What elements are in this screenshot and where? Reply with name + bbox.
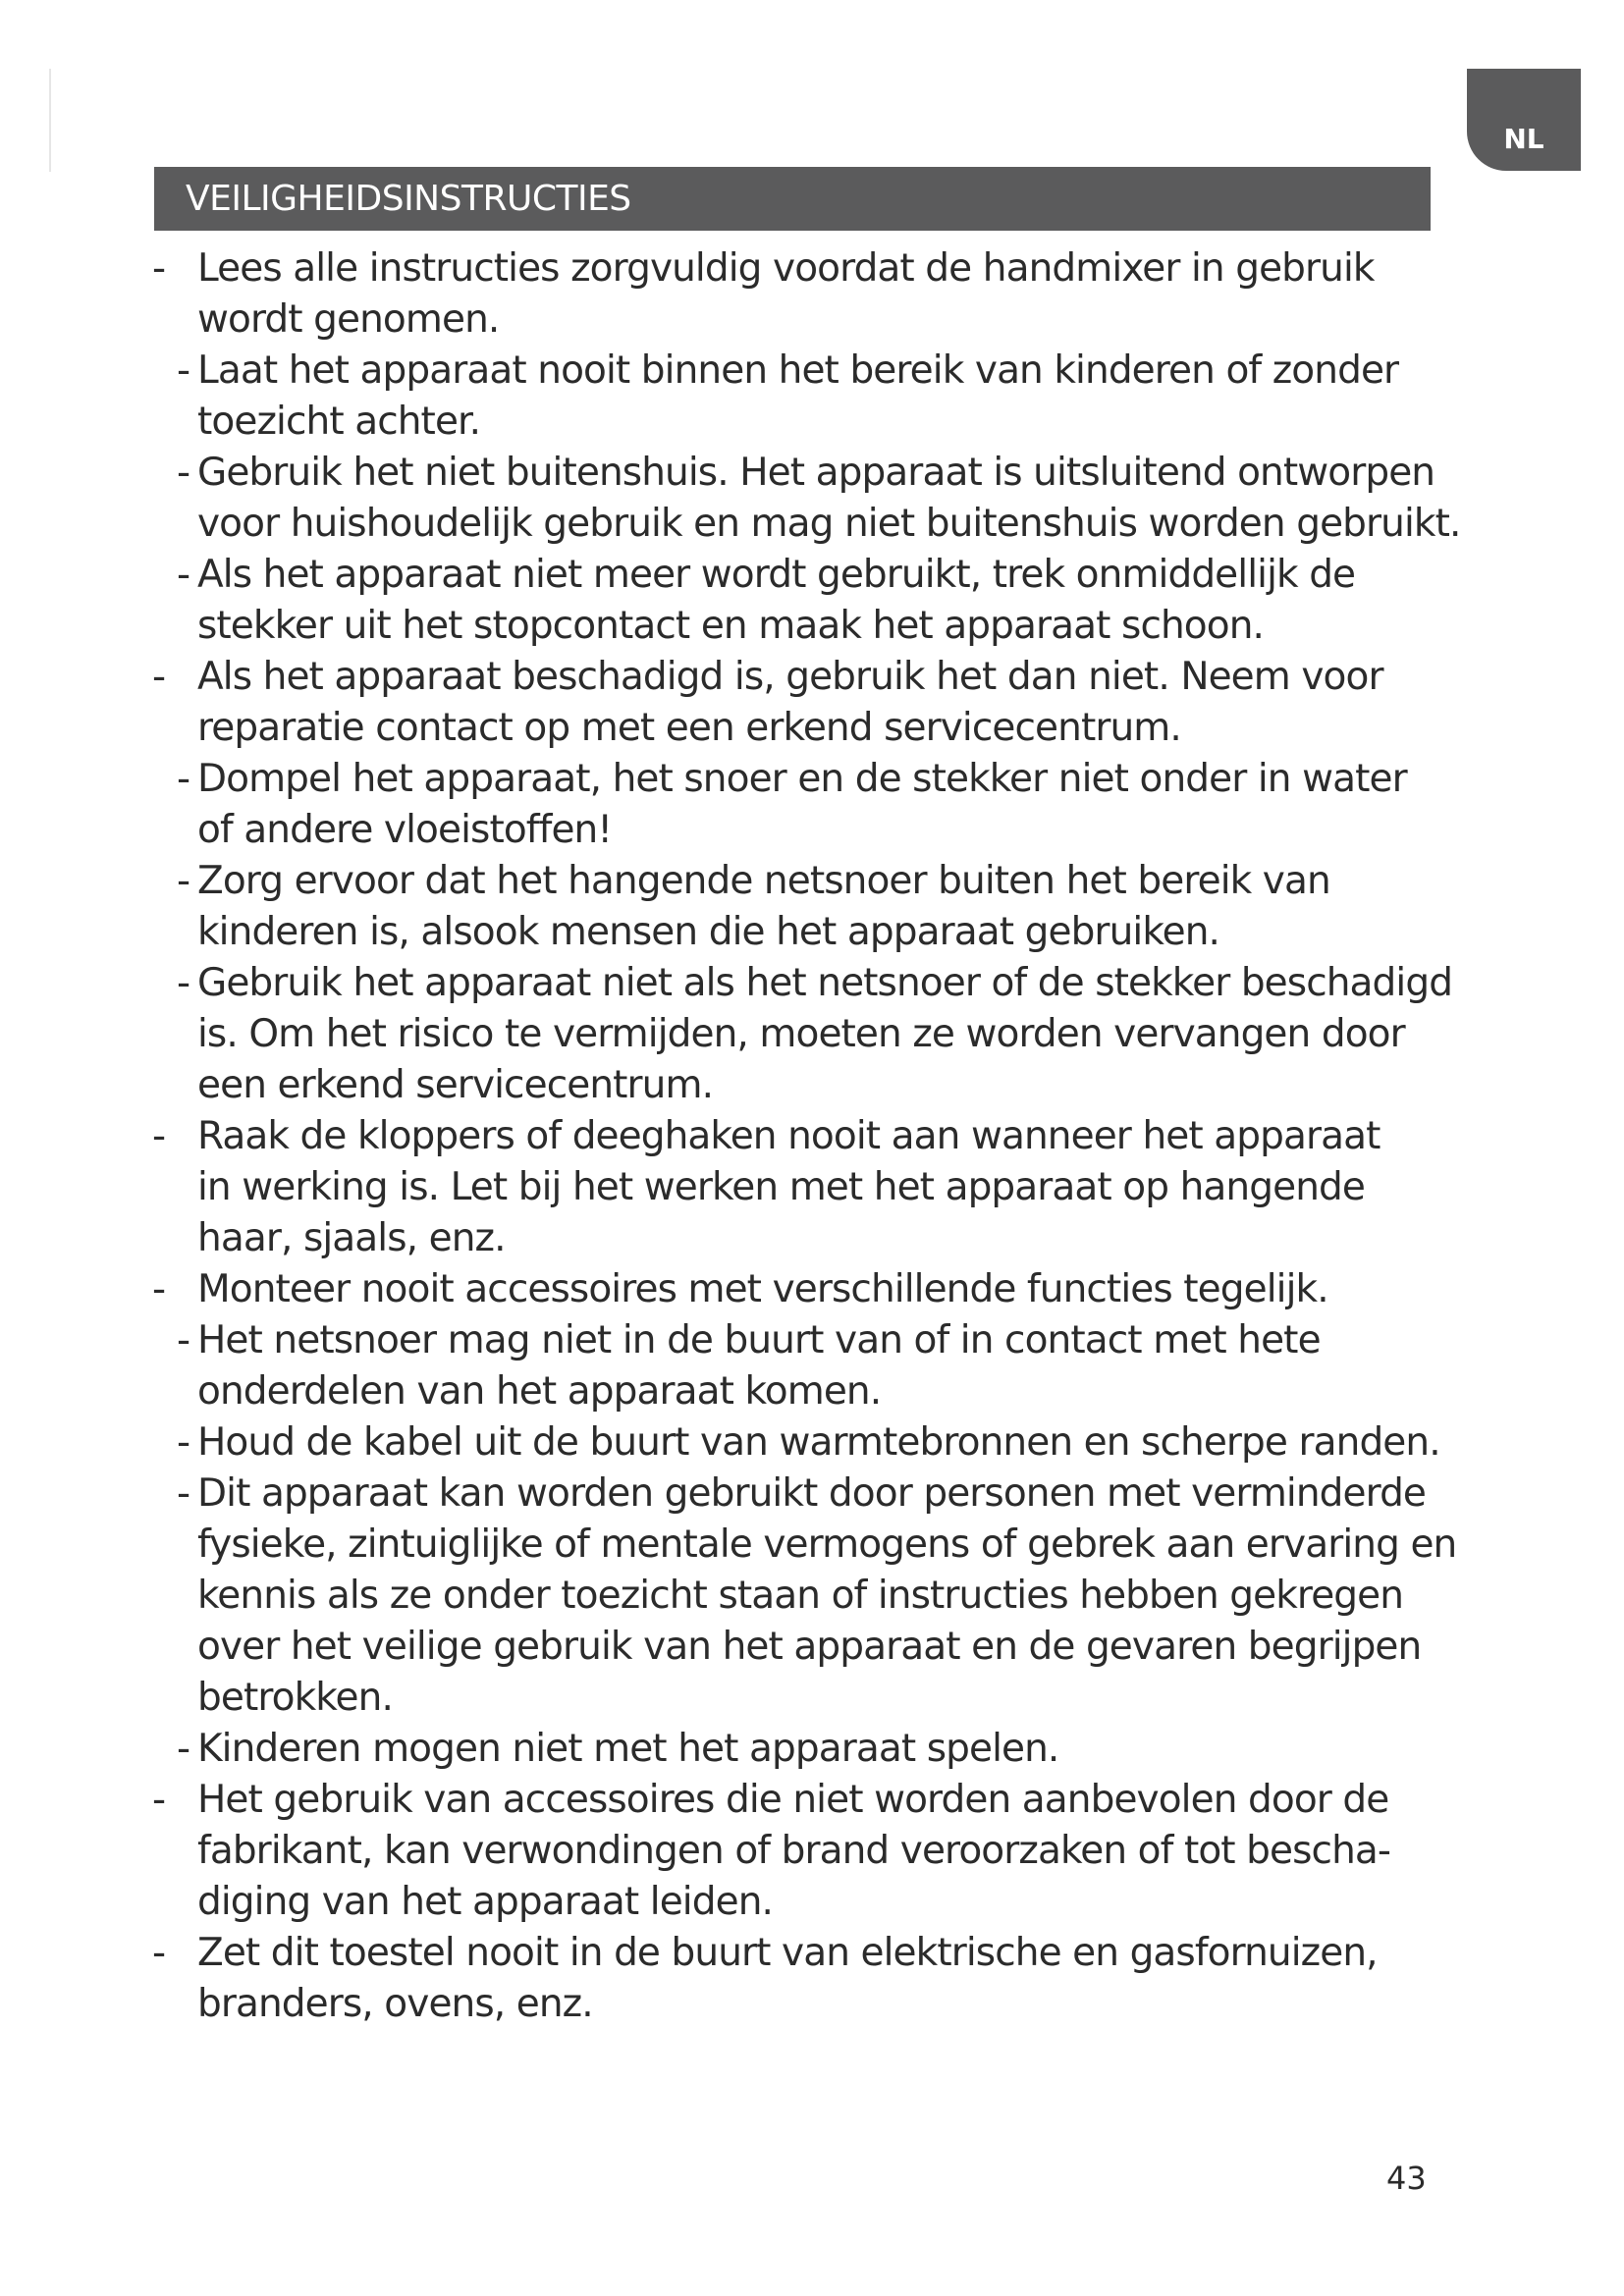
list-item: [152, 1775, 1497, 1928]
safety-instructions-list: [152, 243, 1497, 2030]
item-text: Kinderen mogen niet met het apparaat spelen.: [197, 1727, 1059, 1771]
bullet-dash: -: [152, 655, 166, 699]
item-text: Zet dit toestel nooit in de buurt van elektrische en gasfornuizen, branders, ovens, enz.: [197, 1931, 1378, 2026]
margin-line: [49, 69, 51, 172]
item-text: Zorg ervoor dat het hangende netsnoer buiten het bereik van kinderen is, alsook mensen die het apparaat gebruiken.: [197, 859, 1330, 954]
bullet-dash: -: [177, 1727, 190, 1771]
item-text: Lees alle instructies zorgvuldig voordat de handmixer in gebruik wordt genomen.: [197, 246, 1375, 342]
item-text: Dompel het apparaat, het snoer en de stekker niet onder in water of andere vloeistoffen!: [197, 757, 1407, 852]
list-item: [152, 652, 1497, 754]
item-text: Gebruik het apparaat niet als het netsnoer of de stekker beschadigd is. Om het risico te vermijden, moeten ze worden vervangen door een erkend servicecentrum.: [197, 961, 1453, 1107]
bullet-dash: -: [152, 246, 166, 291]
list-item: [152, 1315, 1497, 1417]
list-item: [152, 1111, 1497, 1264]
bullet-dash: -: [177, 757, 190, 801]
item-text: Dit apparaat kan worden gebruikt door personen met verminderde fysieke, zintuiglijke of mentale vermogens of gebrek aan ervaring en kennis als ze onder toezicht staan of instructies hebben gekregen over het veilige gebruik van het apparaat en de gevaren begrijpen betrokken.: [197, 1471, 1457, 1720]
bullet-dash: -: [177, 553, 190, 597]
list-item: [152, 1928, 1497, 2030]
bullet-dash: -: [177, 961, 190, 1005]
item-text: Monteer nooit accessoires met verschillende functies tegelijk.: [197, 1267, 1328, 1311]
list-item: [152, 448, 1497, 550]
list-item: [152, 1264, 1497, 1315]
item-text: Houd de kabel uit de buurt van warmtebronnen en scherpe randen.: [197, 1420, 1440, 1465]
bullet-dash: -: [152, 1778, 166, 1822]
list-item: [152, 346, 1497, 448]
item-text: Als het apparaat beschadigd is, gebruik het dan niet. Neem voor reparatie contact op met een erkend servicecentrum.: [197, 655, 1383, 750]
list-item: [152, 958, 1497, 1111]
list-item: [152, 856, 1497, 958]
item-text: Als het apparaat niet meer wordt gebruikt, trek onmiddellijk de stekker uit het stopcontact en maak het apparaat schoon.: [197, 553, 1356, 648]
bullet-dash: -: [177, 1420, 190, 1465]
list-item: [152, 1468, 1497, 1724]
bullet-dash: -: [152, 1114, 166, 1158]
list-item: [152, 754, 1497, 856]
item-text: Het gebruik van accessoires die niet worden aanbevolen door de fabrikant, kan verwondingen of brand veroorzaken of tot bescha- diging van het apparaat leiden.: [197, 1778, 1391, 1924]
bullet-dash: -: [152, 1267, 166, 1311]
item-text: Gebruik het niet buitenshuis. Het apparaat is uitsluitend ontworpen voor huishoudelijk gebruik en mag niet buitenshuis worden gebruikt.: [197, 451, 1461, 546]
page-number: 43: [1386, 2160, 1427, 2197]
item-text: Raak de kloppers of deeghaken nooit aan wanneer het apparaat in werking is. Let bij het werken met het apparaat op hangende haar, sjaals, enz.: [197, 1114, 1380, 1260]
list-item: [152, 550, 1497, 652]
item-text: Het netsnoer mag niet in de buurt van of in contact met hete onderdelen van het apparaat komen.: [197, 1318, 1321, 1414]
bullet-dash: -: [177, 1471, 190, 1516]
item-text: Laat het apparaat nooit binnen het bereik van kinderen of zonder toezicht achter.: [197, 348, 1399, 444]
list-item: [152, 1417, 1497, 1468]
list-item: [152, 243, 1497, 346]
list-item: [152, 1724, 1497, 1775]
language-tab: NL: [1467, 69, 1581, 171]
bullet-dash: -: [177, 1318, 190, 1362]
bullet-dash: -: [177, 348, 190, 393]
bullet-dash: -: [152, 1931, 166, 1975]
bullet-dash: -: [177, 451, 190, 495]
section-title: VEILIGHEIDSINSTRUCTIES: [154, 167, 1431, 231]
bullet-dash: -: [177, 859, 190, 903]
